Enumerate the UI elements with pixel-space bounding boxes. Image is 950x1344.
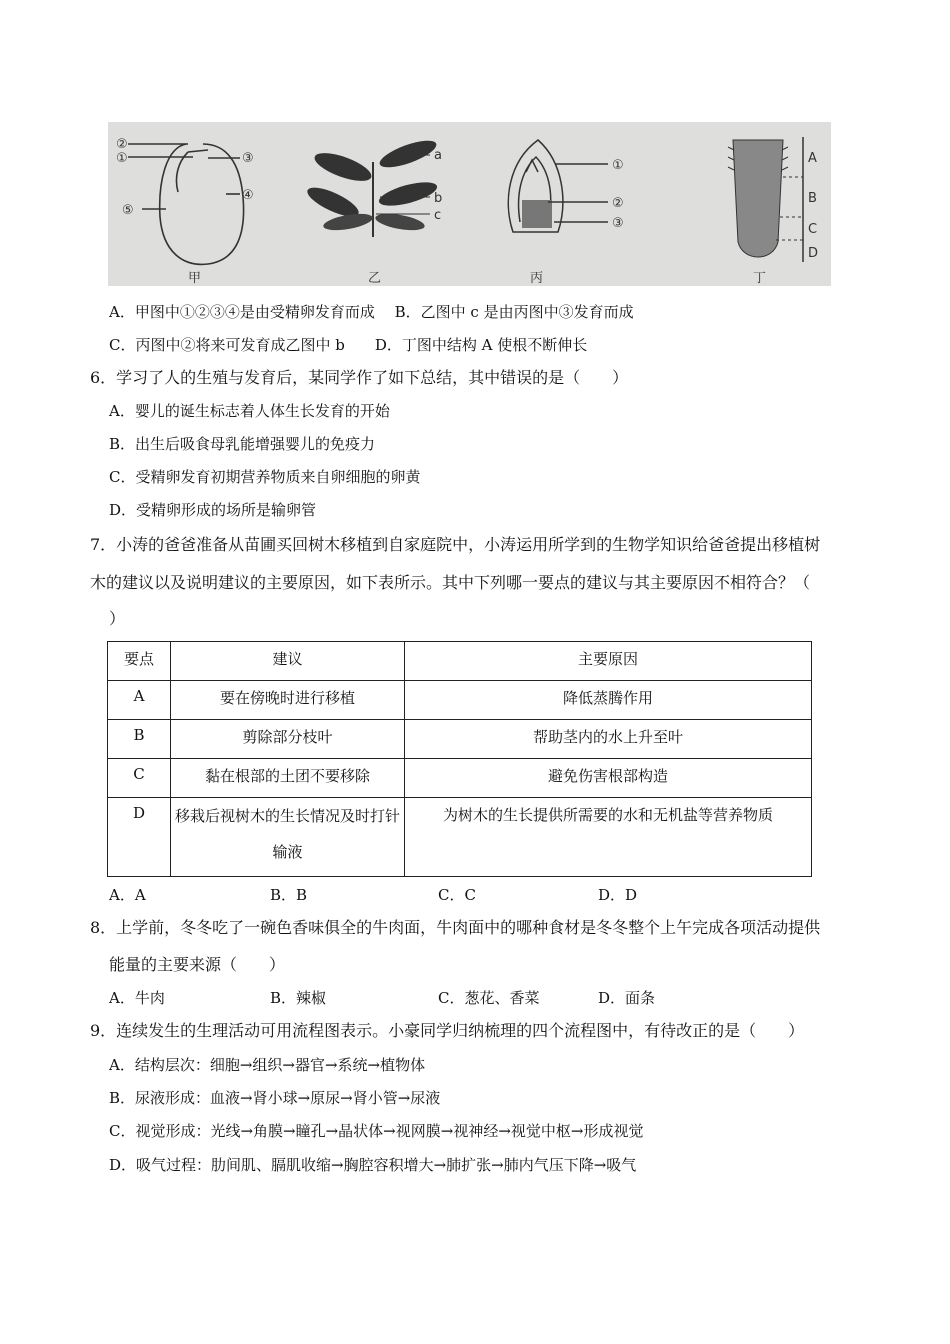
q6-stem: 6．学习了人的生殖与发育后，某同学作了如下总结，其中错误的是（ ）	[90, 368, 629, 387]
q7-option-d: D．D	[598, 886, 638, 904]
biology-figure	[108, 122, 831, 286]
yi-caption: 乙	[368, 271, 382, 286]
q9-option-d: D．吸气过程：肋间肌、膈肌收缩→胸腔容积增大→肺扩张→肺内气压下降→吸气	[109, 1156, 637, 1174]
q8-option-b: B．辣椒	[270, 989, 327, 1007]
jia-label-5: ⑤	[122, 203, 134, 218]
q7-option-a: A．A	[109, 886, 146, 904]
q9-option-a: A．结构层次：细胞→组织→器官→系统→植物体	[109, 1056, 426, 1074]
table-cell: B	[108, 720, 171, 759]
q8-option-c: C．葱花、香菜	[438, 989, 540, 1007]
table-cell: 要在傍晚时进行移植	[171, 681, 405, 720]
ding-label-C: C	[808, 222, 818, 237]
ding-label-D: D	[808, 246, 819, 261]
table-cell: D	[108, 798, 171, 877]
q8-stem-line1: 8．上学前，冬冬吃了一碗色香味俱全的牛肉面，牛肉面中的哪种食材是冬冬整个上午完成各项活动提供	[90, 918, 821, 937]
seed-diagram-jia	[128, 144, 244, 264]
jia-caption: 甲	[188, 271, 202, 286]
yi-label-b: b	[434, 191, 443, 206]
bing-label-2: ②	[612, 196, 624, 211]
table-row	[108, 759, 812, 798]
q7-stem-line2: 木的建议以及说明建议的主要原因，如下表所示。其中下列哪一要点的建议与其主要原因不相符合？（	[90, 573, 811, 592]
table-cell: C	[108, 759, 171, 798]
q7-stem-line1: 7．小涛的爸爸准备从苗圃买回树木移植到自家庭院中，小涛运用所学到的生物学知识给爸爸提出移植树	[90, 535, 821, 554]
jia-label-1: ①	[116, 151, 128, 166]
table-cell: 移栽后视树木的生长情况及时打针输液	[171, 798, 405, 877]
q9-option-c: C．视觉形成：光线→角膜→瞳孔→晶状体→视网膜→视神经→视觉中枢→形成视觉	[109, 1122, 644, 1140]
q8-stem-line2: 能量的主要来源（ ）	[109, 955, 286, 974]
q8-option-d: D．面条	[598, 989, 656, 1007]
jia-label-3: ③	[242, 151, 254, 166]
ding-label-A: A	[808, 151, 817, 166]
q6-option-d: D．受精卵形成的场所是输卵管	[109, 501, 317, 519]
table-row	[108, 681, 812, 720]
q8-option-a: A．牛肉	[109, 989, 165, 1007]
table-cell: A	[108, 681, 171, 720]
q7-stem-line3: ）	[109, 609, 126, 628]
bing-caption: 丙	[530, 271, 544, 286]
jia-label-2: ②	[116, 137, 128, 152]
q5-options-row1: A．甲图中①②③④是由受精卵发育而成 B．乙图中 c 是由丙图中③发育而成	[109, 303, 634, 321]
ding-label-B: B	[808, 191, 817, 206]
table-header-row	[108, 642, 812, 681]
yi-label-a: a	[434, 148, 442, 163]
q7-option-b: B．B	[270, 886, 308, 904]
table-row	[108, 798, 812, 877]
q9-option-b: B．尿液形成：血液→肾小球→原尿→肾小管→尿液	[109, 1089, 441, 1107]
table-header: 主要原因	[405, 642, 812, 681]
bud-diagram-bing	[508, 140, 608, 232]
q6-option-c: C．受精卵发育初期营养物质来自卵细胞的卵黄	[109, 468, 421, 486]
q6-option-a: A．婴儿的诞生标志着人体生长发育的开始	[109, 402, 390, 420]
table-cell: 避免伤害根部构造	[405, 759, 812, 798]
q9-stem: 9．连续发生的生理活动可用流程图表示。小豪同学归纳梳理的四个流程图中，有待改正的是（ ）	[90, 1021, 805, 1040]
q5-options-row2: C．丙图中②将来可发育成乙图中 b D．丁图中结构 A 使根不断伸长	[109, 336, 588, 354]
root-tip-diagram-ding	[728, 137, 803, 262]
yi-label-c: c	[434, 208, 442, 223]
ding-caption: 丁	[753, 271, 767, 286]
table-cell: 降低蒸腾作用	[405, 681, 812, 720]
table-cell: 为树木的生长提供所需要的水和无机盐等营养物质	[405, 798, 812, 877]
seedling-diagram-yi	[304, 135, 442, 237]
bing-label-1: ①	[612, 158, 624, 173]
table-cell: 帮助茎内的水上升至叶	[405, 720, 812, 759]
q6-option-b: B．出生后吸食母乳能增强婴儿的免疫力	[109, 435, 376, 453]
q7-option-c: C．C	[438, 886, 476, 904]
table-header: 要点	[108, 642, 171, 681]
q7-table	[107, 641, 812, 877]
bing-label-3: ③	[612, 216, 624, 231]
table-row	[108, 720, 812, 759]
jia-label-4: ④	[242, 188, 254, 203]
table-cell: 剪除部分枝叶	[171, 720, 405, 759]
table-header: 建议	[171, 642, 405, 681]
table-cell: 黏在根部的土团不要移除	[171, 759, 405, 798]
